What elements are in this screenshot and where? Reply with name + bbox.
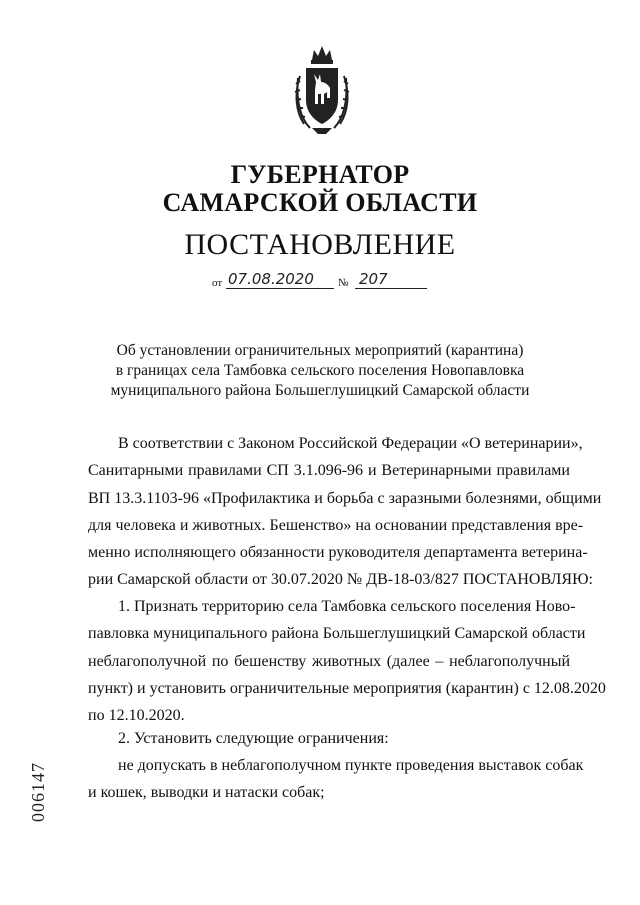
- date-underline: [226, 288, 334, 289]
- handwritten-number: 207: [359, 270, 388, 288]
- text-line: 2. Установить следующие ограничения:: [118, 730, 389, 747]
- number-label: №: [338, 277, 349, 289]
- text-line: павловка муниципального района Большеглушицкий Самарской области: [88, 625, 586, 643]
- text-line: пункт) и установить ограничительные мероприятия (карантин) с 12.08.2020: [88, 679, 606, 697]
- number-underline: [355, 288, 427, 289]
- date-number-line: [212, 271, 442, 293]
- text-line: не допускать в неблагополучном пункте проведения выставок собак: [118, 757, 584, 774]
- subject-line: муниципального района Большеглушицкий Самарской области: [110, 382, 530, 399]
- text-line: ВП 13.3.1103-96 «Профилактика и борьба с заразными болезнями, общими: [88, 489, 602, 507]
- body-paragraph-3: [88, 725, 570, 752]
- subject-line: в границах села Тамбовка сельского поселения Новопавловка: [115, 362, 525, 379]
- subject-line: Об установлении ограничительных мероприятий (карантина): [116, 342, 524, 359]
- body-paragraph-4: [88, 752, 584, 807]
- text-line: и кошек, выводки и натаски собак;: [88, 784, 325, 802]
- authority-title-line2: САМАРСКОЙ ОБЛАСТИ: [162, 188, 478, 217]
- text-line: для человека и животных. Бешенство» на основании представления вре-: [88, 516, 584, 534]
- text-line: менно исполняющего обязанности руководителя департамента ветерина-: [88, 544, 588, 562]
- text-line: по 12.10.2020.: [88, 707, 185, 725]
- body-paragraph-2: [88, 593, 606, 729]
- authority-title-line1: ГУБЕРНАТОР: [230, 160, 410, 189]
- coat-of-arms-emblem: [290, 38, 354, 138]
- document-type-heading: ПОСТАНОВЛЕНИЕ: [184, 228, 456, 261]
- text-line: В соответствии с Законом Российской Федерации «О ветеринарии»,: [118, 435, 583, 452]
- handwritten-date: 07.08.2020: [228, 270, 314, 288]
- date-label: от: [212, 277, 223, 289]
- text-line: рии Самарской области от 30.07.2020 № ДВ-18-03/827 ПОСТАНОВЛЯЮ:: [88, 571, 593, 589]
- margin-serial-number: 006147: [28, 762, 48, 822]
- text-line: 1. Признать территорию села Тамбовка сельского поселения Ново-: [118, 598, 576, 615]
- text-line: неблагополучной по бешенству животных (далее – неблагополучный: [88, 652, 570, 670]
- body-paragraph-1: [88, 430, 602, 594]
- text-line: Санитарными правилами СП 3.1.096-96 и Ветеринарными правилами: [88, 462, 570, 480]
- document-subject: [60, 341, 580, 401]
